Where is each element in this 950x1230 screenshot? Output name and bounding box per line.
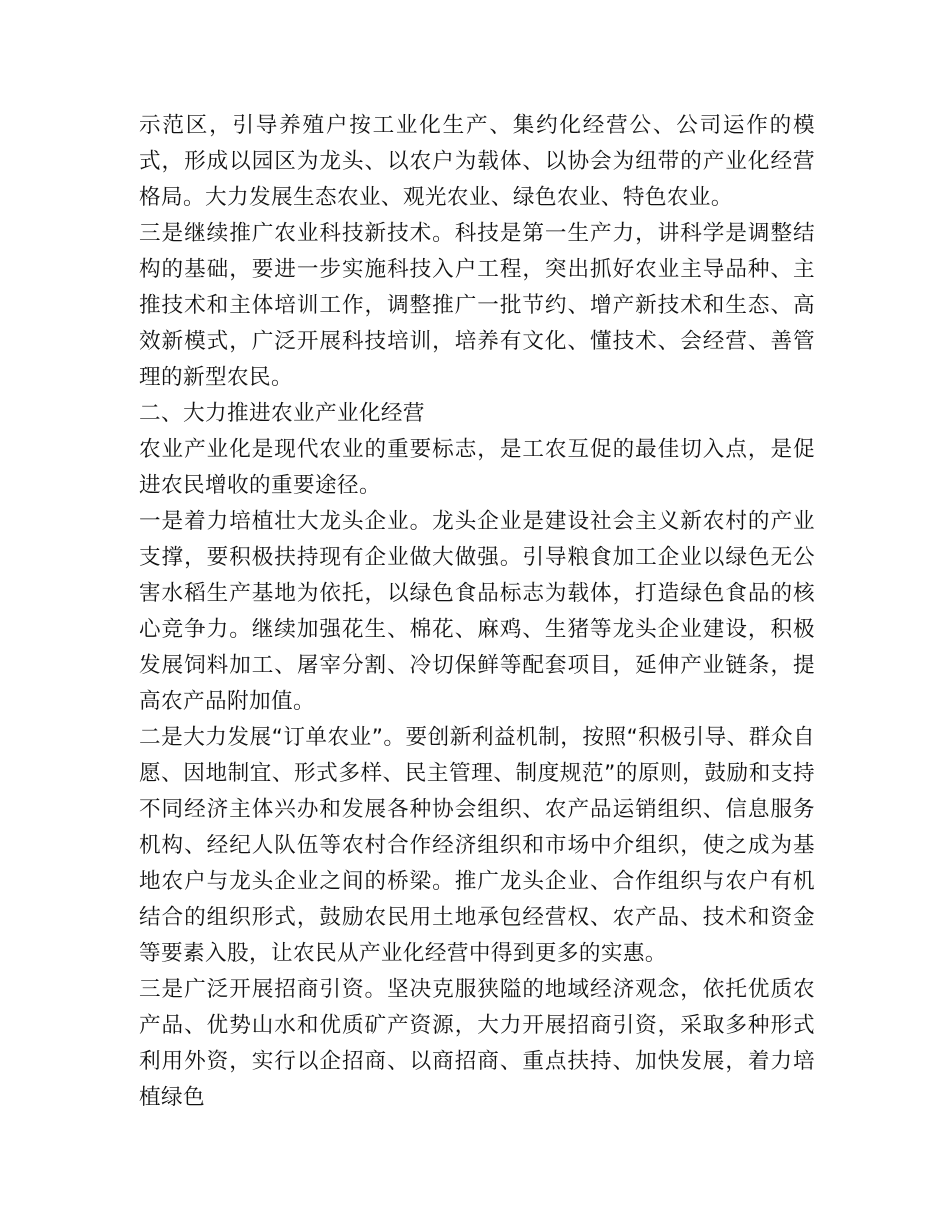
section-heading-industrialization: 二、大力推进农业产业化经营 — [139, 401, 425, 426]
paragraph-industrialization-intro: 农业产业化是现代农业的重要标志，是工农互促的最佳切入点，是促进农民增收的重要途径。 — [139, 437, 815, 498]
paragraph-agri-technology: 三是继续推广农业科技新技术。科技是第一生产力，讲科学是调整结构的基础，要进一步实施科技入户工程，突出抓好农业主导品种、主推技术和主体培训工作，调整推广一批节约、增产新技术和生态、高效新模式，广泛开展科技培训，培养有文化、懂技术、会经营、善管理的新型农民。 — [139, 221, 815, 390]
paragraph-order-agriculture: 二是大力发展“订单农业”。要创新利益机制，按照“积极引导、群众自愿、因地制宜、形式多样、民主管理、制度规范”的原则，鼓励和支持不同经济主体兴办和发展各种协会组织、农产品运销组织、信息服务机构、经纪人队伍等农村合作经济组织和市场中介组织，使之成为基地农户与龙头企业之间的桥梁。推广龙头企业、合作组织与农户有机结合的组织形式，鼓励农民用土地承包经营权、农产品、技术和资金等要素入股，让农民从产业化经营中得到更多的实惠。 — [139, 725, 815, 966]
document-body — [139, 108, 815, 1116]
paragraph-leading-enterprises: 一是着力培植壮大龙头企业。龙头企业是建设社会主义新农村的产业支撑，要积极扶持现有企业做大做强。引导粮食加工企业以绿色无公害水稻生产基地为依托，以绿色食品标志为载体，打造绿色食品的核心竞争力。继续加强花生、棉花、麻鸡、生猪等龙头企业建设，积极发展饲料加工、屠宰分割、冷切保鲜等配套项目，延伸产业链条，提高农产品附加值。 — [139, 509, 815, 714]
paragraph-demonstration-zone: 示范区，引导养殖户按工业化生产、集约化经营公、公司运作的模式，形成以园区为龙头、以农户为载体、以协会为纽带的产业化经营格局。大力发展生态农业、观光农业、绿色农业、特色农业。 — [139, 113, 815, 210]
paragraph-investment-attraction: 三是广泛开展招商引资。坚决克服狭隘的地域经济观念，依托优质农产品、优势山水和优质矿产资源，大力开展招商引资，采取多种形式利用外资，实行以企招商、以商招商、重点扶持、加快发展，着力培植绿色 — [139, 977, 815, 1110]
